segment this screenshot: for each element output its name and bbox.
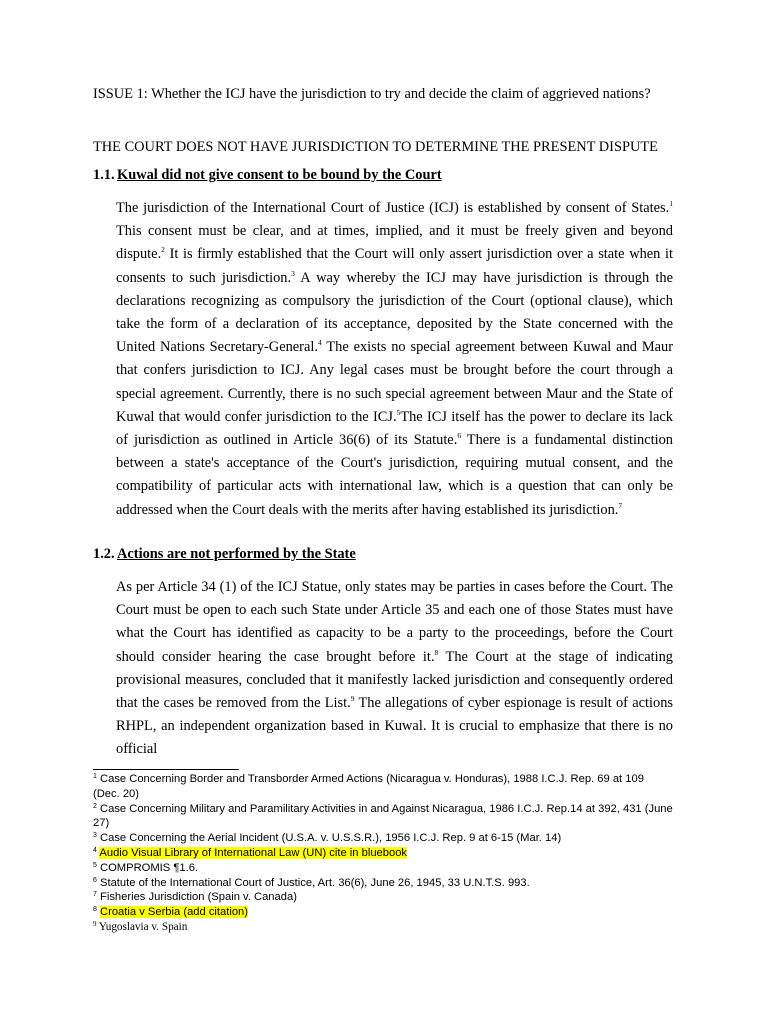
footnotes [93, 772, 673, 935]
section-1-2-heading [93, 546, 356, 563]
section-1-1-heading [93, 167, 442, 184]
footnote-ref[interactable]: 2 [161, 245, 165, 255]
main-heading: THE COURT DOES NOT HAVE JURISDICTION TO DETERMINE THE PRESENT DISPUTE [93, 139, 658, 155]
footnote-ref[interactable]: 6 [457, 431, 462, 441]
footnote-4: $^4$ Audio Visual Library of International Law (UN) cite in bluebook [93, 846, 408, 859]
section-1-1-paragraph: The jurisdiction of the International Court of Justice (ICJ) is established by consent of States.$^1$ This consent must be clear, and at times, implied, and it must be freely given and beyond dispute.$^2$ It is firmly established that the Court will only assert jurisdiction over a state when it consents to such jurisdiction.$^3$ A way whereby the ICJ may have jurisdiction is through the declarations recognizing as compulsory the jurisdiction of the Court (optional clause), which take the form of a declaration of its acceptance, deposited by the State concerned with the United Nations Secretary-General.$^4$ The exists no special agreement between Kuwal and Maur that confers jurisdiction to ICJ. Any legal cases must be brought before the court through a special agreement. Currently, there is no such special agreement between Maur and the State of Kuwal that would confer jurisdiction to the ICJ.$^5$The ICJ itself has the power to declare its lack of jurisdiction as outlined in Article 36(6) of its Statute.$^6$ There is a fundamental distinction between a state's acceptance of the Court's jurisdiction, requiring mutual consent, and the compatibility of particular acts with international law, which is a question that can only be addressed when the Court deals with the merits after having established its jurisdiction.$^7$ [116, 199, 674, 518]
footnote-ref[interactable]: 5 [396, 407, 401, 417]
footnote-ref[interactable]: 9 [350, 694, 355, 704]
highlighted-text: Croatia v Serbia (add citation) [100, 906, 249, 919]
section-title: Actions are not performed by the State [117, 546, 356, 562]
footnote-3: $^3$ Case Concerning the Aerial Incident (U.S.A. v. U.S.S.R.), 1956 I.C.J. Rep. 9 at 6-15 (Mar. 14) [93, 832, 562, 845]
footnote-ref[interactable]: 1 [669, 199, 673, 208]
footnote-9: $^9$ Yugoslavia v. Spain [93, 919, 188, 933]
issue-statement: ISSUE 1: Whether the ICJ have the jurisdiction to try and decide the claim of aggrieved nations? [93, 86, 651, 102]
footnote-ref[interactable]: 8 [434, 647, 439, 657]
footnote-5: $^5$ COMPROMIS ¶1.6. [93, 861, 199, 874]
highlighted-text: Audio Visual Library of International Law (UN) cite in bluebook [99, 846, 408, 859]
footnote-2: $^2$ Case Concerning Military and Paramilitary Activities in and Against Nicaragua, 1986 I.C.J. Rep.14 at 392, 431 (June 27) [93, 802, 673, 830]
footnote-ref[interactable]: 7 [618, 500, 623, 510]
footnote-7: $^7$ Fisheries Jurisdiction (Spain v. Canada) [93, 891, 297, 904]
footnote-separator [93, 769, 239, 770]
section-1-2-paragraph: As per Article 34 (1) of the ICJ Statue, only states may be parties in cases before the Court. The Court must be open to each such State under Article 35 and each one of those States must have what the Court has identified as capacity to be a party to the proceedings, before the Court should consider hearing the case brought before it.$^8$ The Court at the stage of indicating provisional measures, concluded that it manifestly lacked jurisdiction and consequently ordered that the cases be removed from the List.$^9$ The allegations of cyber espionage is result of actions RHPL, an independent organization based in Kuwal. It is crucial to emphasize that there is no official [116, 579, 674, 758]
footnote-1: $^1$ Case Concerning Border and Transborder Armed Actions (Nicaragua v. Honduras), 1988 I.C.J. Rep. 69 at 109 (Dec. 20) [93, 773, 644, 800]
section-number: 1.1. [93, 167, 115, 183]
footnote-ref[interactable]: 3 [291, 268, 295, 278]
section-number: 1.2. [93, 546, 115, 562]
footnote-8: $^8$ Croatia v Serbia (add citation) [93, 906, 249, 919]
section-title: Kuwal did not give consent to be bound by the Court [117, 167, 442, 183]
footnote-6: $^6$ Statute of the International Court of Justice, Art. 36(6), June 26, 1945, 33 U.N.T.S. 993. [93, 876, 530, 889]
footnote-ref[interactable]: 4 [317, 338, 322, 348]
